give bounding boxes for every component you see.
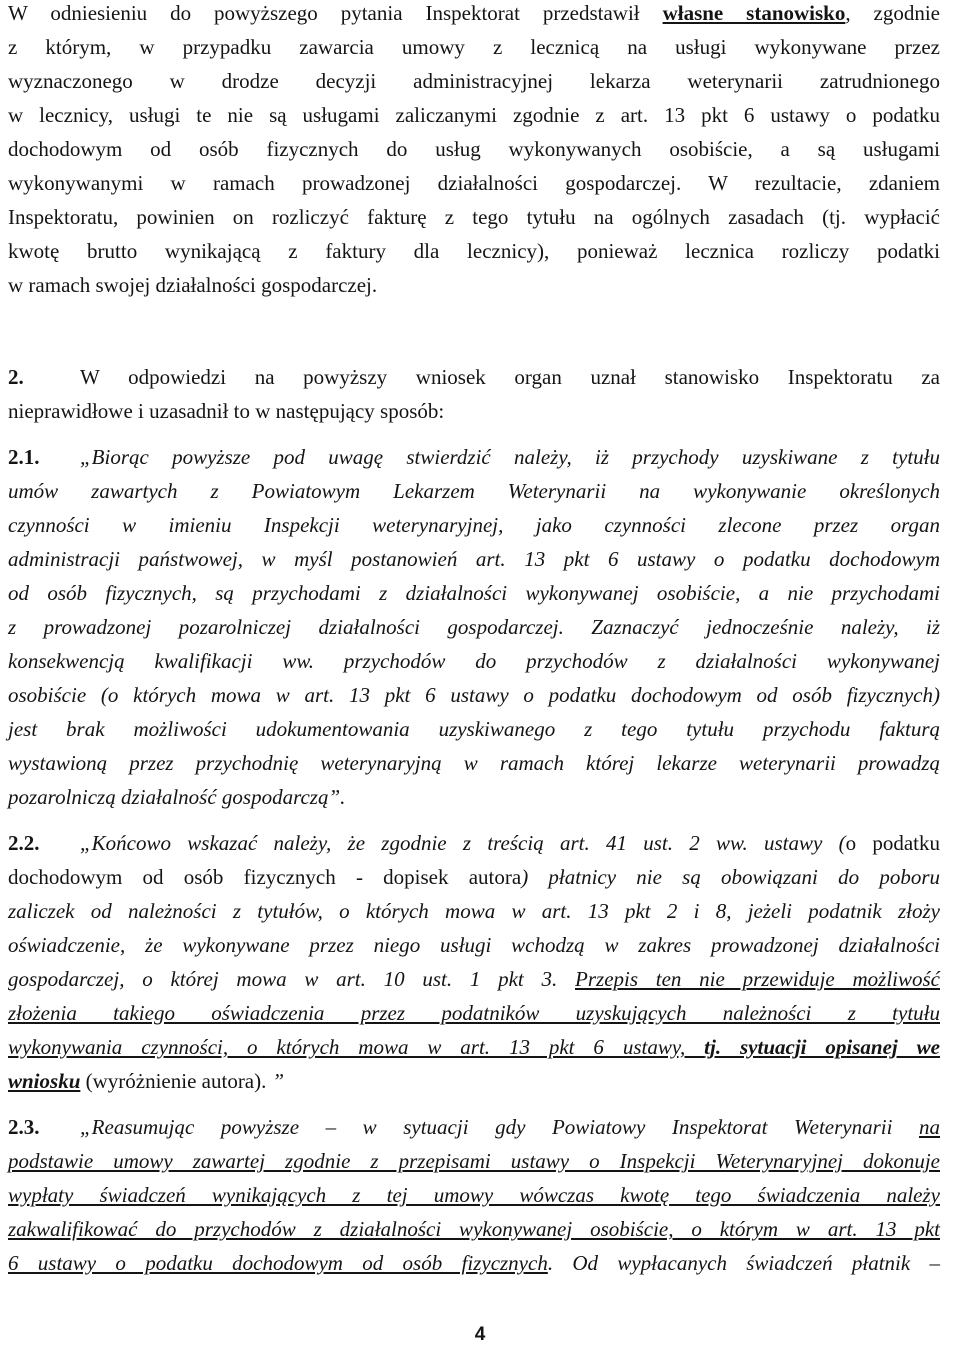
sec21-line7: konsekwencją kwalifikacji ww. przychodów do przychodów z działalności wykonywanej — [8, 649, 940, 673]
sec22-line1 — [8, 830, 940, 856]
quote-text: . Od wypłacanych świadczeń płatnik – — [547, 1251, 940, 1275]
section-number: 2.3. — [8, 1115, 40, 1139]
emphasis-own-position: własne stanowisko — [662, 1, 846, 25]
text: , zgodnie — [845, 1, 941, 25]
bold-underlined-text: wniosku — [8, 1069, 81, 1093]
underlined-text: wykonywania czynności, o których mowa w art. 13 pkt 6 ustawy, — [8, 1035, 705, 1059]
sec22-line3: zaliczek od należności z tytułów, o których mowa w art. 13 pkt 2 i 8, jeżeli podatnik złoży — [8, 899, 940, 923]
sec21-line11: pozarolniczą działalność gospodarczą”. — [8, 785, 346, 809]
section-number: 2. — [8, 365, 24, 389]
underlined-text: na — [919, 1115, 940, 1139]
sec21-line3: czynności w imieniu Inspekcji weterynaryjnej, jako czynności zlecone przez organ — [8, 513, 940, 537]
para1-line3: wyznaczonego w drodze decyzji administracyjnej lekarza weterynarii zatrudnionego — [8, 69, 940, 93]
sec22-line7 — [8, 1034, 940, 1060]
quote-text: „Reasumując powyższe – w sytuacji gdy Powiatowy Inspektorat Weterynarii — [80, 1115, 919, 1139]
sec21-line4: administracji państwowej, w myśl postanowień art. 13 pkt 6 ustawy o podatku dochodowym — [8, 547, 940, 571]
page-number: 4 — [474, 1324, 486, 1345]
sec23-line5 — [8, 1250, 940, 1276]
sec23-line1 — [8, 1114, 940, 1140]
author-note: o podatku — [845, 831, 940, 855]
para1-line6: wykonywanymi w ramach prowadzonej działalności gospodarczej. W rezultacie, zdaniem — [8, 171, 940, 195]
author-note: (wyróżnienie autora). — [80, 1069, 267, 1093]
author-note: dochodowym od osób fizycznych - dopisek autora — [8, 865, 522, 889]
para1-line4: w lecznicy, usługi te nie są usługami zaliczanymi zgodnie z art. 13 pkt 6 ustawy o podatku — [8, 103, 940, 127]
sec21-line6: z prowadzonej pozarolniczej działalności gospodarczej. Zaznaczyć jednocześnie należy, iż — [8, 615, 940, 639]
underlined-text: 6 ustawy o podatku dochodowym od osób fizycznych — [8, 1251, 548, 1275]
sec23-line2: podstawie umowy zawartej zgodnie z przepisami ustawy o Inspekcji Weterynaryjnej dokonuje — [8, 1149, 940, 1173]
sec2-line1 — [8, 364, 940, 390]
sec21-line1 — [8, 444, 940, 470]
sec21-line9: jest brak możliwości udokumentowania uzyskiwanego z tego tytułu przychodu fakturą — [8, 717, 940, 741]
para1-line8: kwotę brutto wynikającą z faktury dla lecznicy), ponieważ lecznica rozliczy podatki — [8, 239, 940, 263]
section-number: 2.1. — [8, 445, 40, 469]
sec22-line2 — [8, 864, 940, 890]
para1-line5: dochodowym od osób fizycznych do usług wykonywanych osobiście, a są usługami — [8, 137, 940, 161]
quote-text: ) płatnicy nie są obowiązani do poboru — [521, 865, 940, 889]
para1-line7: Inspektoratu, powinien on rozliczyć fakturę z tego tytułu na ogólnych zasadach (tj. wypłacić — [8, 205, 940, 229]
quote-text: gospodarczej, o której mowa w art. 10 ust. 1 pkt 3. — [8, 967, 576, 991]
closing-quote: ” — [272, 1069, 285, 1093]
sec23-line3: wypłaty świadczeń wynikających z tej umowy wówczas kwotę tego świadczenia należy — [8, 1183, 940, 1207]
sec2-line2: nieprawidłowe i uzasadnił to w następujący sposób: — [8, 399, 445, 423]
para1-line1 — [8, 0, 940, 26]
quote-text: „Końcowo wskazać należy, że zgodnie z treścią art. 41 ust. 2 ww. ustawy ( — [80, 831, 846, 855]
text: W odniesieniu do powyższego pytania Inspektorat przedstawił — [8, 1, 663, 25]
sec21-line10: wystawioną przez przychodnię weterynaryjną w ramach której lekarze weterynarii prowadzą — [8, 751, 940, 775]
sec22-line5 — [8, 966, 940, 992]
sec21-line8: osobiście (o których mowa w art. 13 pkt 6 ustawy o podatku dochodowym od osób fizycznych) — [8, 683, 940, 707]
section-number: 2.2. — [8, 831, 40, 855]
underlined-text: Przepis ten nie przewiduje możliwość — [575, 967, 940, 991]
sec23-line4: zakwalifikować do przychodów z działalności wykonywanej osobiście, o którym w art. 13 pkt — [8, 1217, 940, 1241]
sec22-line8 — [8, 1068, 940, 1094]
sec22-line4: oświadczenie, że wykonywane przez niego usługi wchodzą w zakres prowadzonej działalności — [8, 933, 940, 957]
bold-underlined-text: tj. sytuacji opisanej we — [704, 1035, 940, 1059]
text: W odpowiedzi na powyższy wniosek organ uznał stanowisko Inspektoratu za — [80, 365, 940, 389]
sec22-line6: złożenia takiego oświadczenia przez podatników uzyskujących należności z tytułu — [8, 1001, 940, 1025]
para1-line9: w ramach swojej działalności gospodarczej. — [8, 273, 378, 297]
sec21-line5: od osób fizycznych, są przychodami z działalności wykonywanej osobiście, a nie przychodami — [8, 581, 940, 605]
para1-line2: z którym, w przypadku zawarcia umowy z lecznicą na usługi wykonywane przez — [8, 35, 940, 59]
quote-text: „Biorąc powyższe pod uwagę stwierdzić należy, iż przychody uzyskiwane z tytułu — [80, 445, 940, 469]
sec21-line2: umów zawartych z Powiatowym Lekarzem Weterynarii na wykonywanie określonych — [8, 479, 940, 503]
